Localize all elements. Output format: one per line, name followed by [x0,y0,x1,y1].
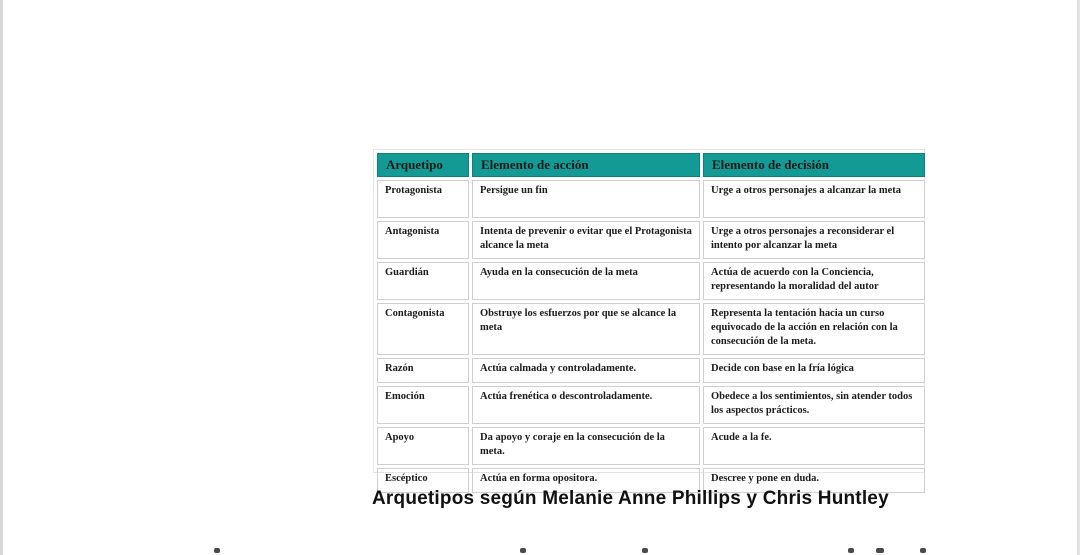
cell-arquetipo: Antagonista [377,221,469,259]
cell-decision: Representa la tentación hacia un curso equivocado de la acción en relación con la consecución de la meta. [703,303,925,355]
table-row [377,180,925,218]
header-arquetipo: Arquetipo [377,153,469,177]
cropped-text-line [0,548,1080,555]
cell-arquetipo: Protagonista [377,180,469,218]
cell-arquetipo: Apoyo [377,427,469,465]
window-edge-left [0,0,3,555]
table-row [377,386,925,424]
cell-decision: Urge a otros personajes a reconsiderar el intento por alcanzar la meta [703,221,925,259]
text-fragment [848,548,854,553]
text-fragment [214,548,220,553]
cell-accion: Obstruye los esfuerzos por que se alcance la meta [472,303,700,355]
cell-accion: Actúa frenética o descontroladamente. [472,386,700,424]
header-elemento-decision: Elemento de decisión [703,153,925,177]
cell-decision: Actúa de acuerdo con la Conciencia, representando la moralidad del autor [703,262,925,300]
text-fragment [642,548,648,553]
cell-decision: Decide con base en la fría lógica [703,358,925,383]
header-elemento-accion: Elemento de acción [472,153,700,177]
slide-caption: Arquetipos según Melanie Anne Phillips y Chris Huntley [372,488,889,509]
cell-arquetipo: Contagonista [377,303,469,355]
cell-accion: Actúa en forma opositora. [472,468,700,493]
cell-accion: Da apoyo y coraje en la consecución de la meta. [472,427,700,465]
cell-decision: Urge a otros personajes a alcanzar la meta [703,180,925,218]
text-fragment [520,548,526,553]
cell-arquetipo: Razón [377,358,469,383]
table-row [377,221,925,259]
table-row [377,262,925,300]
table-header-row [377,153,925,177]
cell-accion: Persigue un fin [472,180,700,218]
cell-arquetipo: Guardián [377,262,469,300]
cell-decision: Acude a la fe. [703,427,925,465]
text-fragment [876,548,884,553]
text-fragment [920,548,926,553]
cell-arquetipo: Escéptico [377,468,469,493]
table-row [377,427,925,465]
cell-decision: Obedece a los sentimientos, sin atender todos los aspectos prácticos. [703,386,925,424]
cell-accion: Actúa calmada y controladamente. [472,358,700,383]
archetypes-table [374,150,924,484]
cell-accion: Intenta de prevenir o evitar que el Protagonista alcance la meta [472,221,700,259]
cell-arquetipo: Emoción [377,386,469,424]
cell-accion: Ayuda en la consecución de la meta [472,262,700,300]
table-row [377,303,925,355]
table-row [377,358,925,383]
cell-decision: Descree y pone en duda. [703,468,925,493]
